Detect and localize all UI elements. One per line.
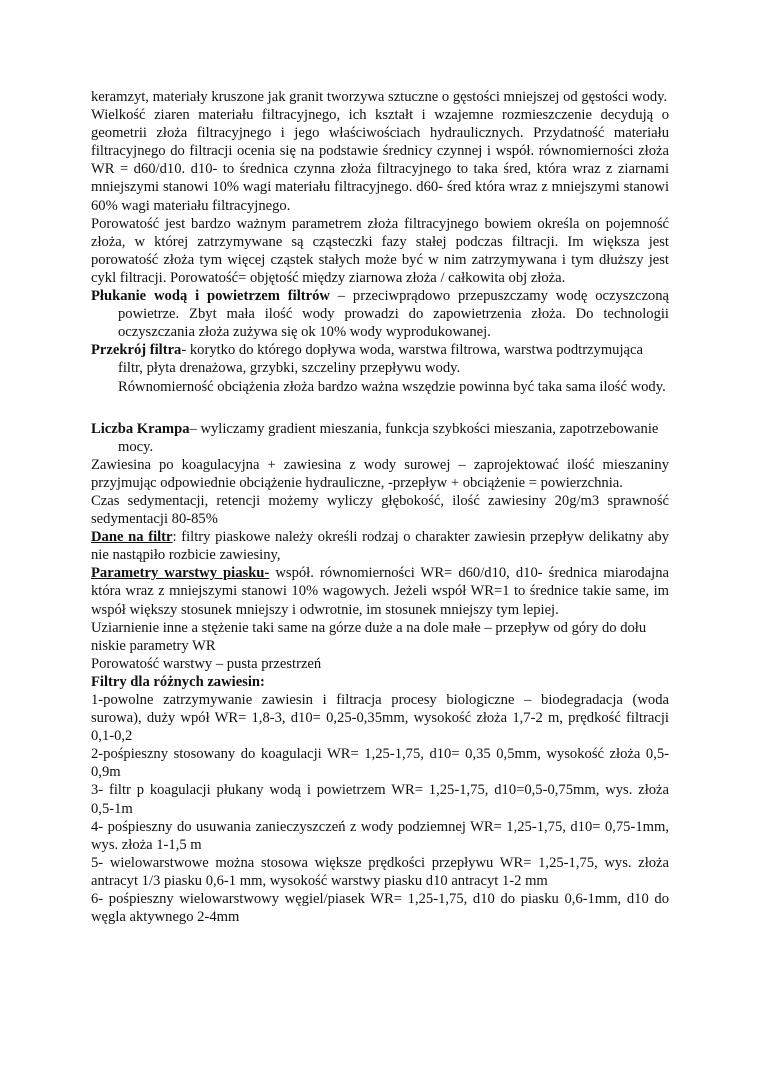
paragraph-filters-heading (91, 673, 669, 691)
heading-backwash: Płukanie wodą i powietrzem filtrów (91, 288, 330, 305)
list-item-filter-2: 2-pośpieszny stosowany do koagulacji WR= 1,25-1,75, d10= 0,35 0,5mm, wysokość złoża 0,5-0,9m (91, 746, 669, 781)
heading-filter-data: Dane na filtr (91, 529, 173, 546)
paragraph-uniform-load: Równomierność obciążenia złoża bardzo ważna wszędzie powinna być taka sama ilość wody. (118, 378, 666, 395)
paragraph-sedimentation: Czas sedymentacji, retencji możemy wyliczy głębokość, ilość zawiesiny 20g/m3 sprawność sedymentacji 80-85% (91, 492, 669, 528)
paragraph-kramp-number (91, 420, 669, 456)
list-item-filter-4: 4- pośpieszny do usuwania zanieczyszczeń z wody podziemnej WR= 1,25-1,75, d10= 0,75-1mm, wys. złoża 1-1,5 m (91, 818, 669, 853)
list-item-filter-5: 5- wielowarstwowe można stosowa większe prędkości przepływu WR= 1,25-1,75, wys. złoża antracyt 1/3 piasku 0,6-1 mm, wysokość warstwy piasku d10 antracyt 1-2 mm (91, 854, 669, 889)
paragraph-backwash (91, 287, 669, 341)
heading-sand-parameters: Parametry warstwy piasku- (91, 565, 270, 582)
filter-section-text: - korytko do którego dopływa woda, warstwa filtrowa, warstwa podtrzymująca filtr, płyta drenażowa, grzybki, szczeliny przepływu wody. (118, 342, 643, 377)
document-body (91, 88, 669, 926)
paragraph-grain-distribution: Uziarnienie inne a stężenie taki same na górze duże a na dole małe – przepływ od góry do dołu niskie parametry WR (91, 619, 647, 654)
paragraph-materials: keramzyt, materiały kruszone jak granit tworzywa sztuczne o gęstości mniejszej od gęstości wody. (91, 89, 668, 105)
list-item-filter-1: 1-powolne zatrzymywanie zawiesin i filtracja procesy biologiczne – biodegradacja (woda surowa), duży wpół WR= 1,8-3, d10= 0,25-0,35mm, wysokość złoża 1,7-2 m, prędkość filtracji 0,1-0,2 (91, 692, 669, 745)
paragraph-porosity: Porowatość jest bardzo ważnym parametrem złoża filtracyjnego bowiem określa on pojemność złoża, w której zatrzymywane są cząsteczki fazy stałej podczas filtracji. Im większa jest porowatość złoża tym więcej cząstek stałych może być w nim zatrzymywana i tym dłuższy jest cykl filtracji. Porowatość= objętość między ziarnowa złoża / całkowita obj złoża. (91, 215, 669, 286)
heading-kramp-number: Liczba Krampa (91, 420, 190, 437)
backwash-text: – przeciwprądowo przepuszczamy wodę oczyszczoną powietrze. Zbyt mała ilość wody prowadzi do zapowietrzenia złoża. Do technologii oczyszczania złoża zużywa się ok 10% wody wyprodukowanej. (118, 288, 669, 341)
list-item-filter-6: 6- pośpieszny wielowarstwowy węgiel/piasek WR= 1,25-1,75, d10 do piasku 0,6-1mm, d10 do węgla aktywnego 2-4mm (91, 891, 669, 926)
paragraph-filter-data (91, 528, 669, 564)
heading-filter-section: Przekrój filtra (91, 342, 182, 359)
kramp-number-text: – wyliczamy gradient mieszania, funkcja szybkości mieszania, zapotrzebowanie mocy. (118, 420, 659, 455)
paragraph-sand-parameters (91, 564, 669, 618)
paragraph-filter-section (91, 341, 669, 377)
list-item-filter-3: 3- filtr p koagulacji płukany wodą i powietrzem WR= 1,25-1,75, d10=0,5-0,75mm, wys. złoża 0,5-1m (91, 782, 669, 817)
heading-filters: Filtry dla różnych zawiesin: (91, 673, 265, 690)
filter-data-text: : filtry piaskowe należy określi rodzaj o charakter zawiesin przepływ delikatny aby nie nastąpiło rozbicie zawiesiny, (91, 529, 669, 564)
paragraph-layer-porosity: Porowatość warstwy – pusta przestrzeń (91, 655, 322, 672)
paragraph-suspension: Zawiesina po koagulacyjna + zawiesina z wody surowej – zaprojektować ilość mieszaniny przyjmując odpowiednie obciążenie hydrauliczne, -przepływ + obciążenie = powierzchnia. (91, 456, 669, 491)
paragraph-grain-size: Wielkość ziaren materiału filtracyjnego, ich kształt i wzajemne rozmieszczenie decydują o geometrii złoża filtracyjnego i jego właściwościach hydraulicznych. Przydatność materiału filtracyjnego do filtracji ocenia się na podstawie średnicy czynnej i współ. równomierności złoża WR = d60/d10. d10- to średnica czynna złoża filtracyjnego to taka śred, która wraz z ziarnami mniejszymi stanowi 10% wagi materiału filtracyjnego. d60- śred która wraz z mniejszymi stanowi 60% wagi materiału filtracyjnego. (91, 107, 669, 214)
sand-parameters-text: współ. równomierności WR= d60/d10, d10- średnica miarodajna która wraz z mniejszymi stanowi 10% wagowych. Jeżeli współ WR=1 to średnice takie same, im współ większy stosunek mniejszy i odwrotnie, im stosunek mniejszy tym lepiej. (91, 565, 669, 618)
